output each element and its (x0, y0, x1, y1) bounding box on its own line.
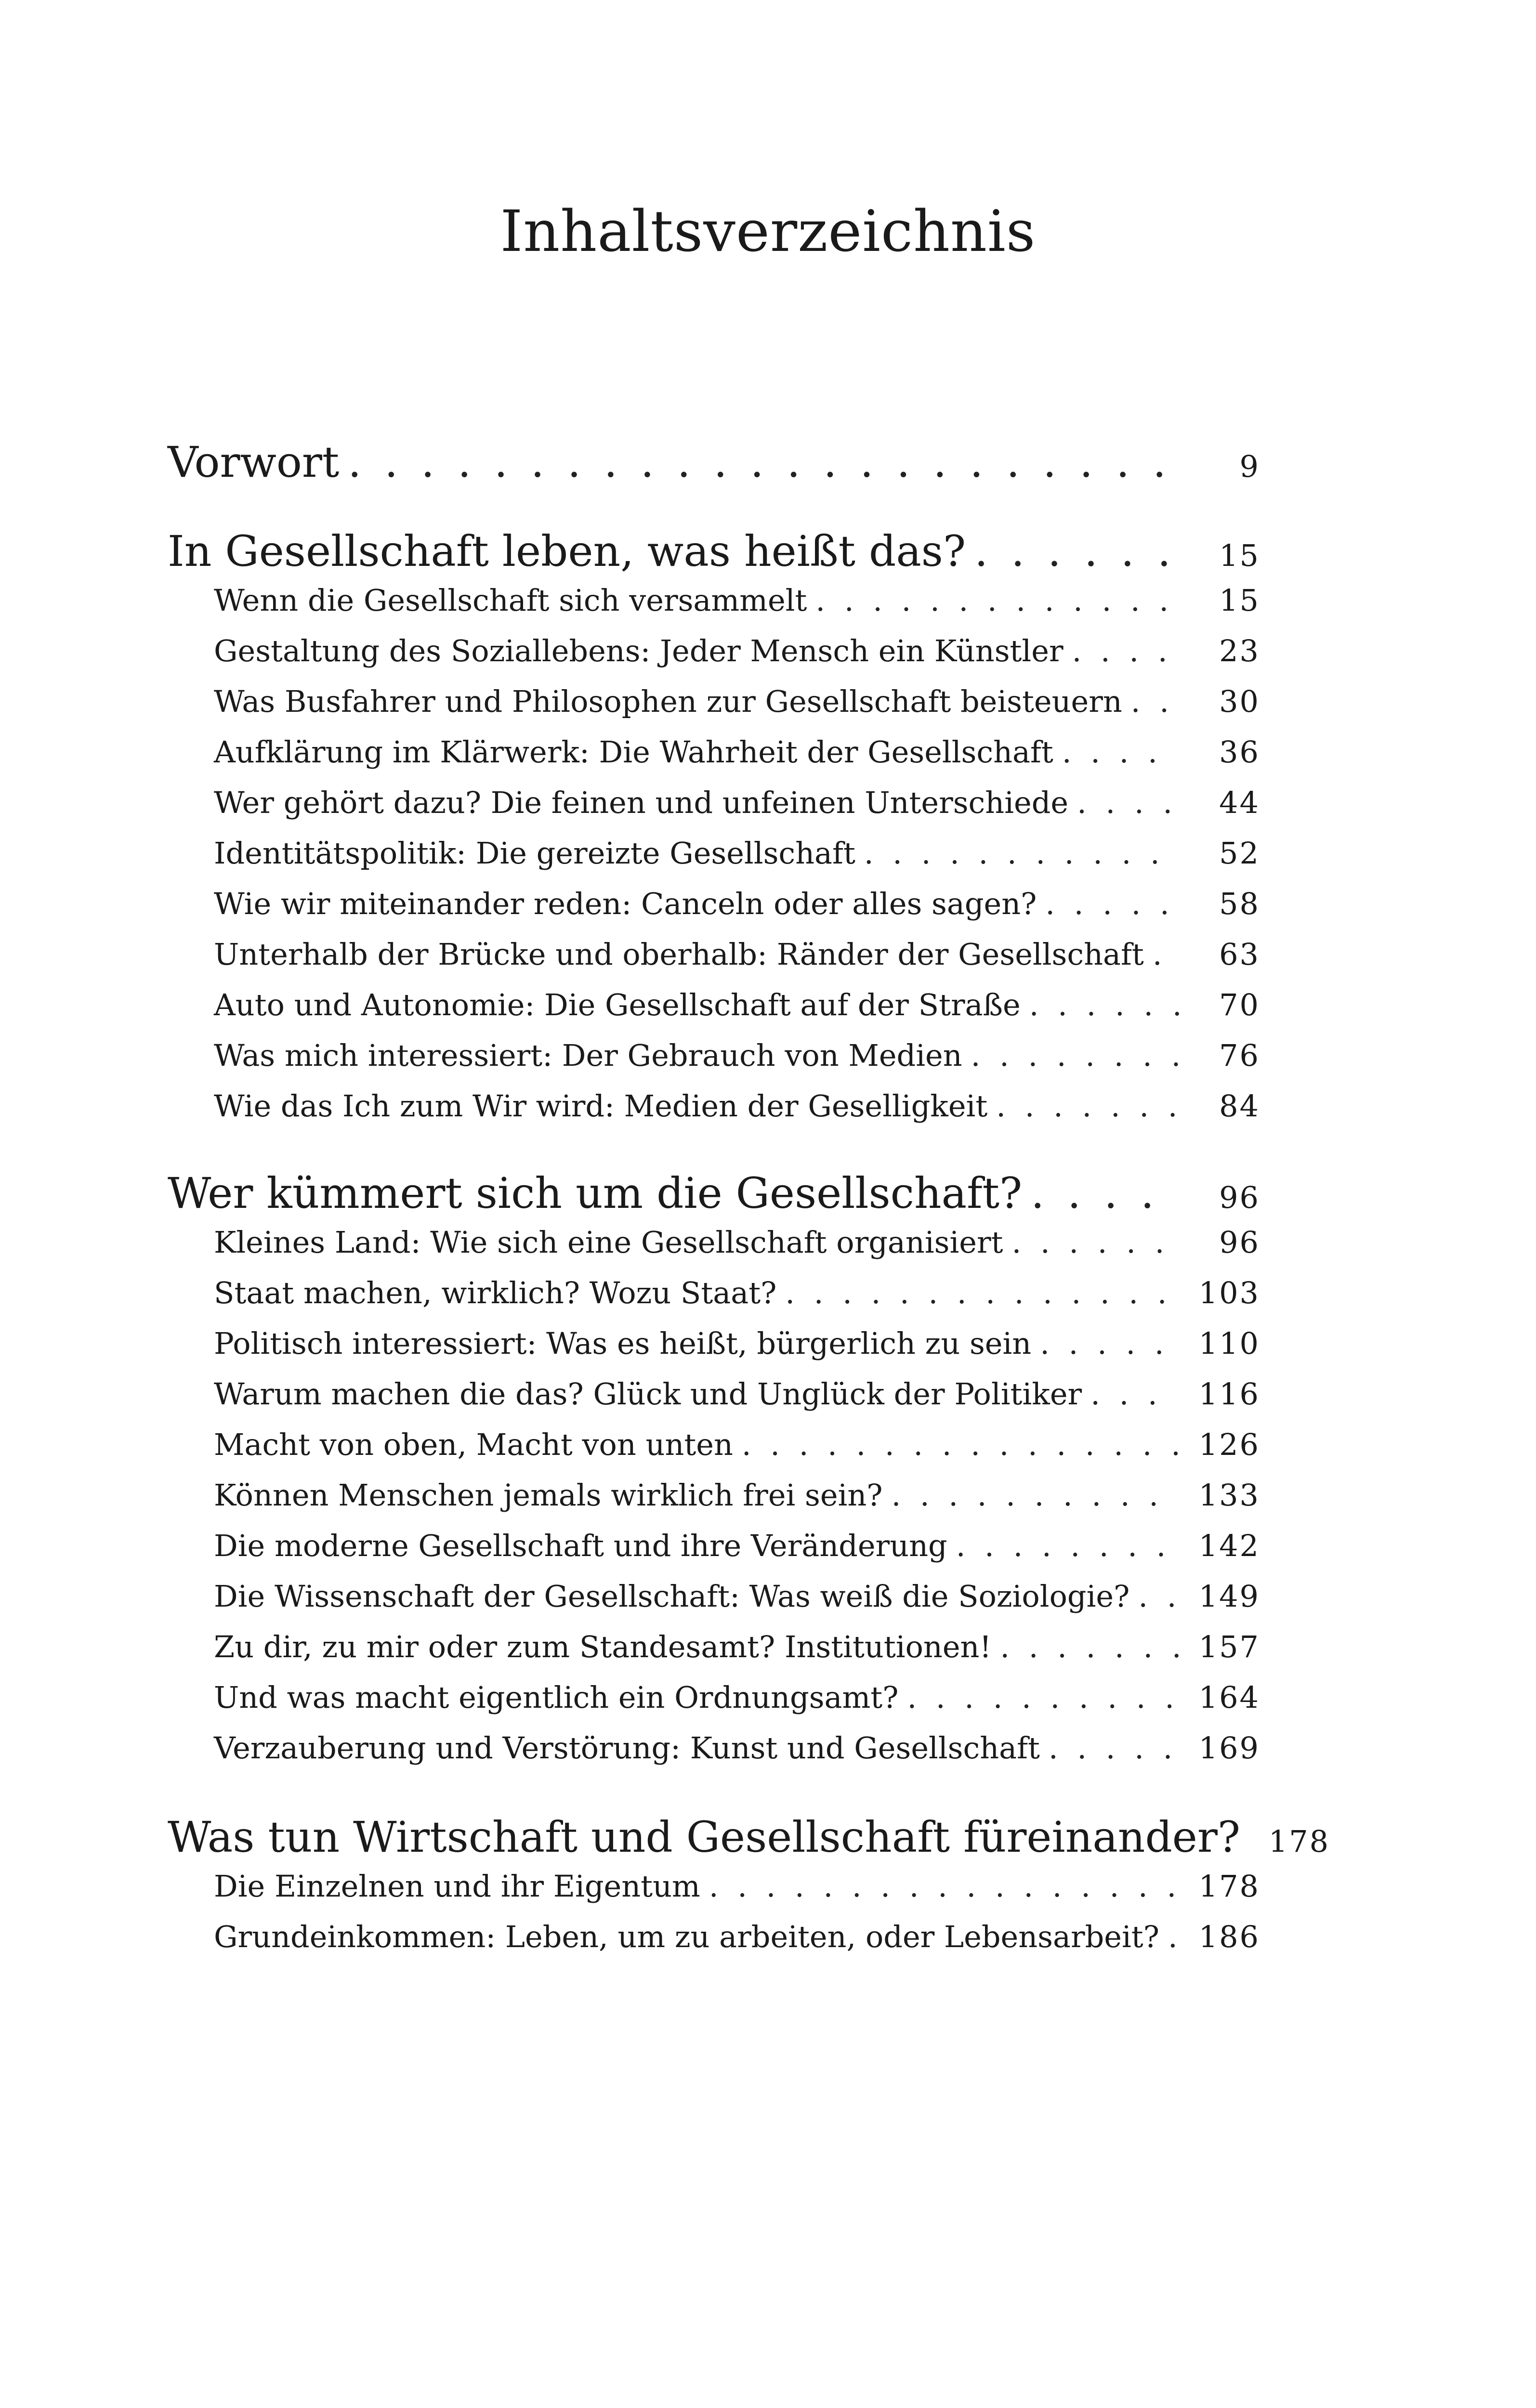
page-number: 169 (1198, 1730, 1260, 1766)
section-title: Aufklärung im Klärwerk: Die Wahrheit der Gesellschaft (214, 734, 1053, 770)
page-number: 36 (1219, 734, 1260, 770)
dot-leader (1031, 1165, 1179, 1222)
dot-leader (1012, 1218, 1179, 1267)
page-number: 186 (1198, 1919, 1260, 1954)
page-number: 96 (1219, 1180, 1260, 1215)
toc-section[interactable] (168, 1674, 1260, 1722)
chapter-title: Wer kümmert sich um die Gesellschaft? (168, 1168, 1023, 1218)
section-title: Gestaltung des Soziallebens: Jeder Mensch ein Künstler (214, 633, 1063, 668)
page-number: 70 (1219, 987, 1260, 1022)
page-number: 126 (1198, 1427, 1260, 1462)
page-number: 178 (1198, 1869, 1260, 1904)
section-title: Kleines Land: Wie sich eine Gesellschaft organisiert (214, 1225, 1003, 1260)
section-title: Verzauberung und Verstörung: Kunst und Gesellschaft (214, 1730, 1040, 1766)
page-number: 178 (1268, 1824, 1330, 1859)
dot-leader (1131, 678, 1179, 726)
dot-leader (1168, 1913, 1179, 1961)
section-title: Politisch interessiert: Was es heißt, bürgerlich zu sein (214, 1326, 1032, 1361)
dot-leader (907, 1674, 1179, 1722)
page-number: 103 (1198, 1275, 1260, 1310)
dot-leader (864, 829, 1179, 877)
toc-section[interactable] (168, 1623, 1260, 1671)
toc-section[interactable] (168, 1370, 1260, 1418)
section-title: Wenn die Gesellschaft sich versammelt (214, 583, 807, 618)
toc-section[interactable] (168, 880, 1260, 928)
chapter-title: Vorwort (168, 437, 340, 487)
dot-leader (956, 1522, 1179, 1570)
section-title: Die moderne Gesellschaft und ihre Veränderung (214, 1528, 947, 1563)
dot-leader (1040, 1320, 1179, 1368)
dot-leader (785, 1269, 1179, 1317)
toc-section[interactable] (168, 1032, 1260, 1080)
dot-leader (348, 433, 1179, 491)
dot-leader (1153, 930, 1179, 979)
section-title: Die Einzelnen und ihr Eigentum (214, 1869, 700, 1904)
toc-chapter-3[interactable] (168, 1808, 1330, 1866)
dot-leader (1000, 1623, 1179, 1671)
page-number: 15 (1219, 538, 1260, 573)
page-number: 76 (1219, 1038, 1260, 1073)
toc-chapter-vorwort[interactable] (168, 433, 1260, 491)
section-title: Identitätspolitik: Die gereizte Gesellschaft (214, 836, 855, 871)
toc-section[interactable] (168, 829, 1260, 877)
section-title: Grundeinkommen: Leben, um zu arbeiten, oder Lebensarbeit? (214, 1919, 1159, 1954)
page-number: 84 (1219, 1088, 1260, 1124)
toc-section[interactable] (168, 1421, 1260, 1469)
dot-leader (1049, 1724, 1179, 1772)
dot-leader (1062, 728, 1179, 776)
page-number: 52 (1219, 836, 1260, 871)
page-number: 110 (1198, 1326, 1260, 1361)
chapter-title: In Gesellschaft leben, was heißt das? (168, 526, 966, 576)
toc-section[interactable] (168, 1320, 1260, 1368)
toc-section[interactable] (168, 1522, 1260, 1570)
toc-section[interactable] (168, 1913, 1260, 1961)
page-number: 116 (1198, 1376, 1260, 1412)
toc-section[interactable] (168, 728, 1260, 776)
section-title: Staat machen, wirklich? Wozu Staat? (214, 1275, 777, 1310)
page-number: 58 (1219, 886, 1260, 921)
dot-leader (1045, 880, 1179, 928)
page-number: 63 (1219, 937, 1260, 972)
dot-leader (1077, 779, 1179, 827)
dot-leader (709, 1862, 1179, 1911)
section-title: Was mich interessiert: Der Gebrauch von Medien (214, 1038, 962, 1073)
dot-leader (892, 1471, 1179, 1519)
toc-section[interactable] (168, 1218, 1260, 1267)
toc-section[interactable] (168, 678, 1260, 726)
toc-section[interactable] (168, 1862, 1260, 1911)
section-title: Wer gehört dazu? Die feinen und unfeinen Unterschiede (214, 785, 1069, 820)
toc-section[interactable] (168, 1471, 1260, 1519)
toc-section[interactable] (168, 779, 1260, 827)
page-number: 149 (1198, 1579, 1260, 1614)
section-title: Unterhalb der Brücke und oberhalb: Ränder der Gesellschaft (214, 937, 1144, 972)
page-number: 44 (1219, 785, 1260, 820)
page-number: 15 (1219, 583, 1260, 618)
toc-section[interactable] (168, 1082, 1260, 1130)
toc-section[interactable] (168, 1572, 1260, 1621)
section-title: Und was macht eigentlich ein Ordnungsamt? (214, 1680, 899, 1715)
dot-leader (1029, 981, 1179, 1029)
toc-chapter-1[interactable] (168, 523, 1260, 580)
toc-section[interactable] (168, 627, 1260, 675)
dot-leader (742, 1421, 1179, 1469)
dot-leader (1072, 627, 1179, 675)
section-title: Auto und Autonomie: Die Gesellschaft auf der Straße (214, 987, 1021, 1022)
section-title: Zu dir, zu mir oder zum Standesamt? Institutionen! (214, 1629, 992, 1664)
toc-chapter-2[interactable] (168, 1165, 1260, 1222)
dot-leader (974, 523, 1179, 580)
dot-leader (971, 1032, 1179, 1080)
toc-section[interactable] (168, 576, 1260, 625)
page-number: 23 (1219, 633, 1260, 668)
dot-leader (1090, 1370, 1179, 1418)
section-title: Können Menschen jemals wirklich frei sein? (214, 1478, 883, 1513)
toc-section[interactable] (168, 930, 1260, 979)
page-number: 142 (1198, 1528, 1260, 1563)
table-of-contents (168, 0, 1330, 2408)
page-number: 133 (1198, 1478, 1260, 1513)
page-number: 96 (1219, 1225, 1260, 1260)
dot-leader (815, 576, 1179, 625)
section-title: Warum machen die das? Glück und Unglück der Politiker (214, 1376, 1082, 1412)
page-number: 164 (1198, 1680, 1260, 1715)
dot-leader (996, 1082, 1179, 1130)
chapter-title: Was tun Wirtschaft und Gesellschaft füreinander? (168, 1812, 1241, 1862)
page-number: 157 (1198, 1629, 1260, 1664)
page-number: 30 (1219, 684, 1260, 719)
toc-section[interactable] (168, 981, 1260, 1029)
section-title: Was Busfahrer und Philosophen zur Gesellschaft beisteuern (214, 684, 1122, 719)
section-title: Macht von oben, Macht von unten (214, 1427, 733, 1462)
section-title: Wie das Ich zum Wir wird: Medien der Geselligkeit (214, 1088, 988, 1124)
page-number: 9 (1239, 449, 1260, 484)
section-title: Wie wir miteinander reden: Canceln oder alles sagen? (214, 886, 1037, 921)
page-title: Inhaltsverzeichnis (500, 198, 1036, 264)
dot-leader (1138, 1572, 1179, 1621)
toc-section[interactable] (168, 1724, 1260, 1772)
section-title: Die Wissenschaft der Gesellschaft: Was weiß die Soziologie? (214, 1579, 1130, 1614)
toc-section[interactable] (168, 1269, 1260, 1317)
